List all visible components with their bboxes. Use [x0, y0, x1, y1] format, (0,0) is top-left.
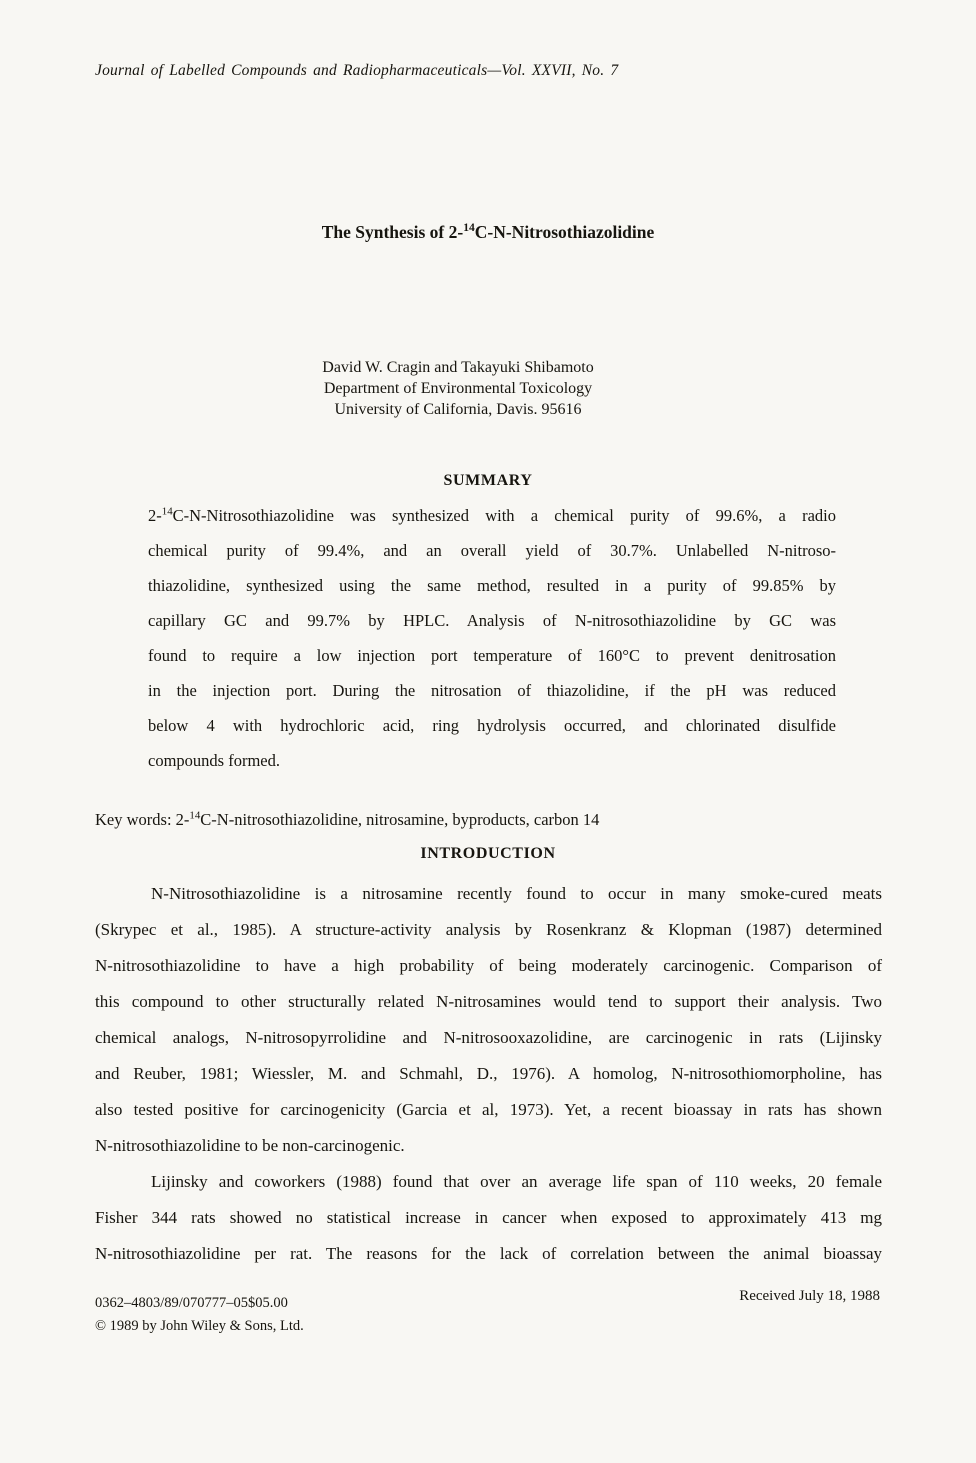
footer-imprint	[95, 1292, 304, 1338]
summary-line: found to require a low injection port temperature of 160°C to prevent denitrosation	[148, 646, 836, 665]
isotope-superscript: 14	[189, 809, 201, 822]
article-title-prefix: The Synthesis of 2-	[321, 222, 464, 242]
author-names: David W. Cragin and Takayuki Shibamoto	[322, 359, 594, 376]
article-title-suffix: C-N-Nitrosothiazolidine	[474, 222, 655, 242]
intro-para2-line: N-nitrosothiazolidine per rat. The reasons for the lack of correlation between the animal bioassay	[95, 1244, 882, 1263]
footer-article-code: 0362–4803/89/070777–05$05.00	[95, 1295, 288, 1311]
intro-para1-line: N-nitrosothiazolidine to have a high probability of being moderately carcinogenic. Comparison of	[95, 956, 882, 975]
running-head: Journal of Labelled Compounds and Radiopharmaceuticals—Vol. XXVII, No. 7	[95, 62, 619, 79]
isotope-superscript: 14	[463, 222, 475, 235]
summary-line: capillary GC and 99.7% by HPLC. Analysis of N-nitrosothiazolidine by GC was	[148, 611, 836, 630]
summary-line: compounds formed.	[148, 751, 280, 770]
intro-para1-line: (Skrypec et al., 1985). A structure-activity analysis by Rosenkranz & Klopman (1987) determined	[95, 920, 882, 939]
intro-para1-line: N-nitrosothiazolidine to be non-carcinogenic.	[95, 1136, 405, 1155]
intro-para1-line: chemical analogs, N-nitrosopyrrolidine and N-nitrosooxazolidine, are carcinogenic in rats (Lijinsky	[95, 1028, 882, 1047]
intro-para1-line: N-Nitrosothiazolidine is a nitrosamine recently found to occur in many smoke-cured meats	[151, 884, 882, 903]
article-title	[0, 222, 976, 243]
summary-line	[148, 498, 836, 533]
introduction-body	[95, 876, 882, 1272]
summary-heading: SUMMARY	[443, 472, 533, 489]
isotope-superscript: 14	[161, 505, 173, 518]
summary-paragraph	[148, 498, 836, 778]
summary-compound-prefix: 2-	[148, 506, 162, 525]
summary-line: below 4 with hydrochloric acid, ring hydrolysis occurred, and chlorinated disulfide	[148, 716, 836, 735]
author-department: Department of Environmental Toxicology	[323, 379, 593, 397]
keywords-line	[95, 810, 599, 830]
footer-copyright: © 1989 by John Wiley & Sons, Ltd.	[95, 1318, 304, 1335]
intro-para1-line: this compound to other structurally related N-nitrosamines would tend to support their analysis. Two	[95, 992, 882, 1011]
introduction-heading: INTRODUCTION	[420, 845, 556, 862]
summary-line: thiazolidine, synthesized using the same method, resulted in a purity of 99.85% by	[148, 576, 836, 595]
summary-line: in the injection port. During the nitrosation of thiazolidine, if the pH was reduced	[148, 681, 836, 700]
intro-para2-line: Fisher 344 rats showed no statistical increase in cancer when exposed to approximately 413 mg	[95, 1208, 882, 1227]
intro-para1-line: and Reuber, 1981; Wiessler, M. and Schmahl, D., 1976). A homolog, N-nitrosothiomorpholine, has	[95, 1064, 882, 1083]
author-block	[0, 358, 916, 420]
intro-para2-line: Lijinsky and coworkers (1988) found that over an average life span of 110 weeks, 20 female	[151, 1172, 882, 1191]
keywords-text: C-N-nitrosothiazolidine, nitrosamine, byproducts, carbon 14	[200, 810, 600, 829]
intro-para1-line: also tested positive for carcinogenicity (Garcia et al, 1973). Yet, a recent bioassay in rats has shown	[95, 1100, 882, 1119]
summary-line-text: C-N-Nitrosothiazolidine was synthesized with a chemical purity of 99.6%, a radio	[172, 506, 836, 525]
summary-line: chemical purity of 99.4%, and an overall yield of 30.7%. Unlabelled N-nitroso-	[148, 541, 836, 560]
author-institution: University of California, Davis. 95616	[334, 400, 582, 418]
keywords-prefix: Key words: 2-	[95, 810, 190, 829]
footer-received-date: Received July 18, 1988	[739, 1288, 880, 1304]
